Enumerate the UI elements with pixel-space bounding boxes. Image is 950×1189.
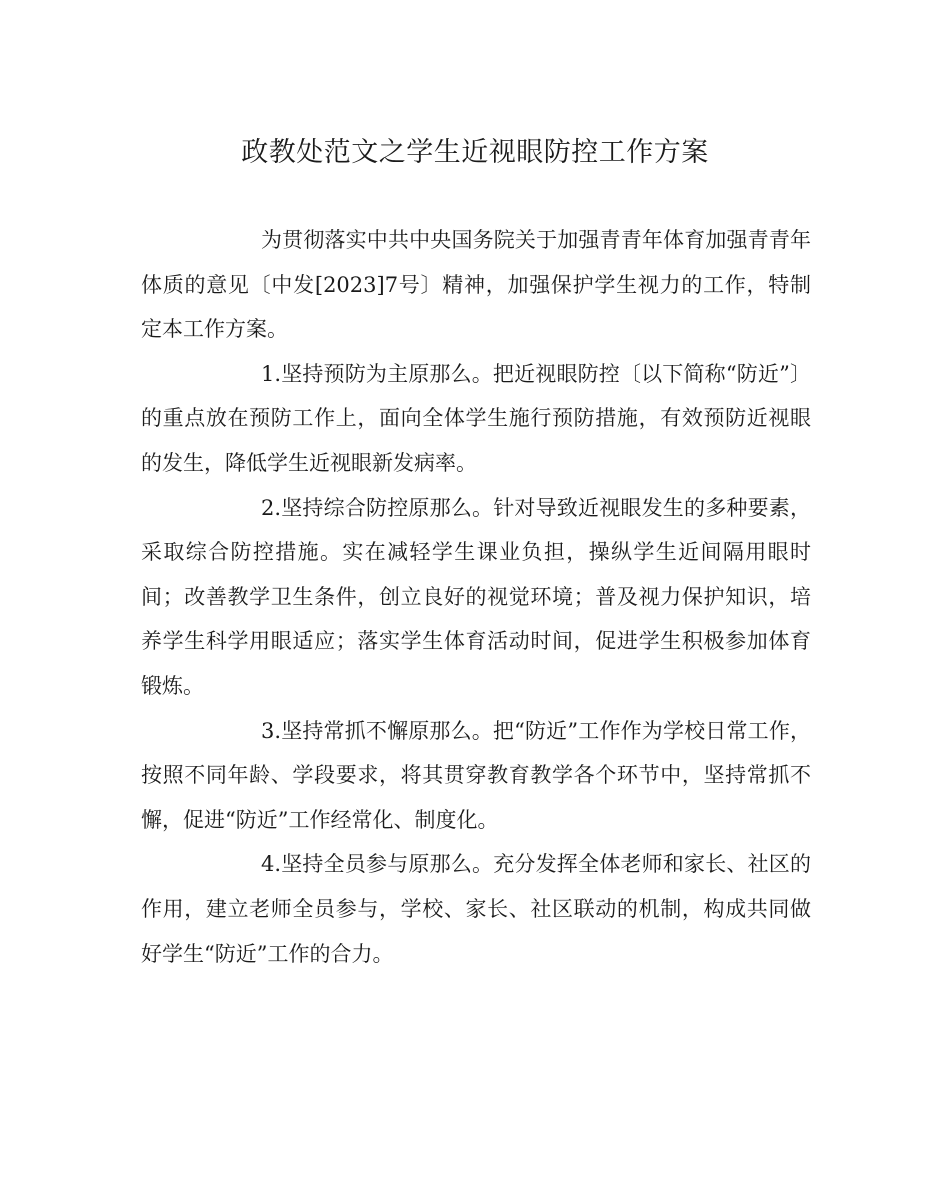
document-body [141,218,811,976]
paragraph-principle-1: 1.坚持预防为主原那么。把近视眼防控〔以下简称“防近”〕的重点放在预防工作上，面向全体学生施行预防措施，有效预防近视眼的发生，降低学生近视眼新发病率。 [141,361,811,475]
paragraph-principle-4: 4.坚持全员参与原那么。充分发挥全体老师和家长、社区的作用，建立老师全员参与，学校、家长、社区联动的机制，构成共同做好学生“防近”工作的合力。 [141,852,811,966]
paragraph-principle-2: 2.坚持综合防控原那么。针对导致近视眼发生的多种要素，采取综合防控措施。实在减轻学生课业负担，操纵学生近间隔用眼时间；改善教学卫生条件，创立良好的视觉环境；普及视力保护知识，培养学生科学用眼适应；落实学生体育活动时间，促进学生积极参加体育锻炼。 [141,495,811,698]
document-title: 政教处范文之学生近视眼防控工作方案 [241,137,709,168]
paragraph-intro: 为贯彻落实中共中央国务院关于加强青青年体育加强青青年体质的意见〔中发[2023]7号〕精神，加强保护学生视力的工作，特制定本工作方案。 [141,228,811,342]
paragraph-principle-3: 3.坚持常抓不懈原那么。把“防近”工作作为学校日常工作，按照不同年龄、学段要求，将其贯穿教育教学各个环节中，坚持常抓不懈，促进“防近”工作经常化、制度化。 [141,718,811,832]
